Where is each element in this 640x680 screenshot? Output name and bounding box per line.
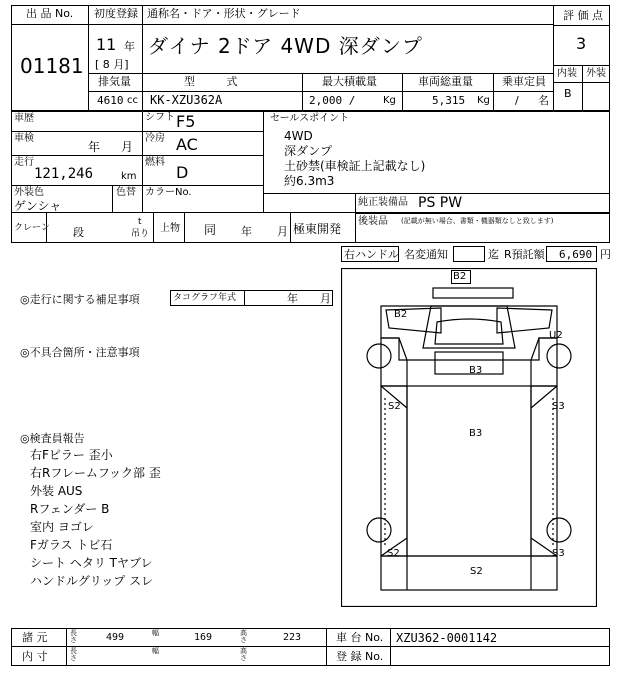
reg-label: 登 録 No. [336, 650, 384, 663]
inspection-label: 車検 [14, 133, 34, 144]
chassis-label: 車 台 No. [336, 631, 384, 644]
tacho-month-unit: 月 [320, 292, 331, 305]
max-load-value: 2,000 / [309, 94, 356, 107]
displacement-value: 4610 [97, 94, 124, 107]
displacement-unit: cc [127, 95, 138, 106]
capacity-unit: 名 [538, 94, 549, 107]
shift-label: シフト [145, 112, 175, 123]
crane-stage-unit: 段 [73, 226, 84, 239]
crane-hang-unit: 吊り [131, 229, 150, 239]
interior-grade-label: 内装 [557, 68, 577, 79]
interior-dims-label: 内 寸 [22, 650, 48, 663]
inner-height-label: 高さ [240, 647, 247, 662]
damage-s3-bottom-right: S3 [552, 548, 565, 559]
gross-weight-label: 車両総重量 [418, 75, 473, 88]
inner-width-label: 幅 [152, 647, 159, 655]
lot-number: 01181 [20, 54, 84, 78]
body-maker: 極東開発 [293, 222, 342, 236]
lot-label: 出 品 No. [26, 7, 74, 20]
max-load-label: 最大積載量 [322, 75, 377, 88]
name-label: 通称名・ドア・形状・グレード [147, 7, 301, 20]
length-label: 長さ [70, 629, 77, 644]
sales-point-4: 約6.3m3 [284, 174, 335, 188]
ac-value: AC [176, 135, 198, 154]
color-change-label: 色替 [116, 187, 136, 198]
inspector-line-2: 右Rフレームフック部 歪 [30, 466, 161, 480]
inspection-year-unit: 年 [88, 140, 101, 154]
inspector-line-6: Fガラス トビ石 [30, 538, 113, 552]
ac-label: 冷房 [145, 133, 165, 144]
inspector-line-8: ハンドルグリップ スレ [30, 574, 154, 588]
steering-value: 右ハンドル [344, 248, 399, 261]
displacement-label: 排気量 [98, 75, 131, 88]
mileage-label: 走行 [14, 157, 34, 168]
inspection-month-unit: 月 [121, 140, 134, 154]
first-reg-year: 11 [96, 35, 117, 54]
crane-label: クレーン [14, 223, 50, 233]
notice-box [453, 246, 485, 262]
deadline-label: 迄 [488, 248, 499, 261]
damage-u2: U2 [549, 330, 563, 341]
inspector-report-title: ◎検査員報告 [20, 432, 85, 445]
fuel-value: D [176, 163, 189, 182]
sales-point-3: 土砂禁(車検証上記載なし) [284, 159, 426, 173]
fuel-label: 燃料 [145, 157, 165, 168]
color-value: ゲンシャ [14, 199, 62, 213]
upper-label: 上物 [160, 223, 180, 234]
inspector-line-5: 室内 ヨゴレ [30, 520, 94, 534]
recycle-tax-amount: 6,690 [559, 248, 593, 261]
exterior-grade-label: 外装 [586, 68, 606, 79]
capacity-label: 乗車定員 [502, 75, 546, 88]
after-parts-note: (記載が無い場合、書類・機器類なしと致します) [401, 217, 554, 225]
sales-label: セールスポイント [270, 113, 350, 124]
inspector-line-3: 外装 AUS [30, 484, 83, 498]
damage-b3-upper: B3 [469, 365, 483, 376]
crane-ton-unit: t [138, 217, 142, 227]
upper-month-unit: 月 [277, 225, 288, 238]
max-load-unit: Kg [383, 95, 396, 106]
equipment-label: 純正装備品 [358, 197, 408, 208]
model-label: 型 式 [184, 75, 252, 88]
footer-frame [11, 628, 610, 666]
damage-s2-left: S2 [388, 401, 401, 412]
damage-s2-bottom: S2 [470, 566, 483, 577]
notice-label: 名変通知 [404, 248, 448, 261]
upper-year-unit: 年 [241, 225, 252, 238]
score-label: 評 価 点 [563, 9, 603, 22]
dims-label: 諸 元 [22, 631, 48, 644]
tacho-label: タコグラフ年式 [173, 293, 237, 303]
equipment-value: PS PW [418, 195, 463, 211]
inspector-line-4: Rフェンダー B [30, 502, 110, 516]
damage-s3-right: S3 [552, 401, 565, 412]
driving-notes-title: ◎走行に関する補足事項 [20, 293, 140, 306]
color-label: 外装色 [14, 187, 44, 198]
width-value: 169 [194, 632, 213, 643]
gross-weight-unit: Kg [477, 95, 490, 106]
height-label: 高さ [240, 629, 247, 644]
first-reg-label: 初度登録 [94, 7, 138, 20]
length-value: 499 [106, 632, 125, 643]
damage-s2-bottom-left: S2 [387, 548, 400, 559]
inner-length-label: 長さ [70, 647, 77, 662]
tacho-year-unit: 年 [287, 292, 298, 305]
mileage-value: 121,246 [34, 166, 94, 182]
first-reg-month: [ 8 月] [95, 58, 129, 71]
after-parts-label: 後装品 [358, 216, 388, 227]
first-reg-year-unit: 年 [124, 40, 135, 53]
mileage-unit: km [121, 171, 137, 182]
inspector-line-1: 右Fピラー 歪小 [30, 448, 113, 462]
capacity-value: / [515, 94, 519, 107]
recycle-tax-unit: 円 [600, 248, 611, 261]
chassis-value: XZU362-0001142 [396, 631, 498, 645]
damage-b2-top: B2 [453, 271, 467, 282]
car-name: ダイナ 2ドア 4WD 深ダンプ [148, 34, 423, 58]
gross-weight-value: 5,315 [432, 94, 466, 107]
damage-b2-left: B2 [394, 309, 408, 320]
interior-grade-value: B [564, 87, 572, 100]
color-code-label: カラーNo. [145, 187, 192, 198]
damage-b3-center: B3 [469, 428, 483, 439]
sales-point-1: 4WD [284, 129, 313, 143]
height-value: 223 [283, 632, 302, 643]
width-label: 幅 [152, 629, 159, 637]
damage-diagram [341, 268, 597, 607]
recycle-tax-label: R預託額 [504, 248, 545, 261]
history-label: 車歴 [14, 113, 34, 124]
shift-value: F5 [176, 112, 196, 131]
upper-same: 同 [204, 223, 217, 237]
sales-point-2: 深ダンプ [284, 144, 333, 158]
inspector-line-7: シート ヘタリ Tヤブレ [30, 556, 153, 570]
score-value: 3 [576, 34, 587, 53]
model-code: KK-XZU362A [150, 93, 223, 107]
defect-notes-title: ◎不具合箇所・注意事項 [20, 346, 140, 359]
